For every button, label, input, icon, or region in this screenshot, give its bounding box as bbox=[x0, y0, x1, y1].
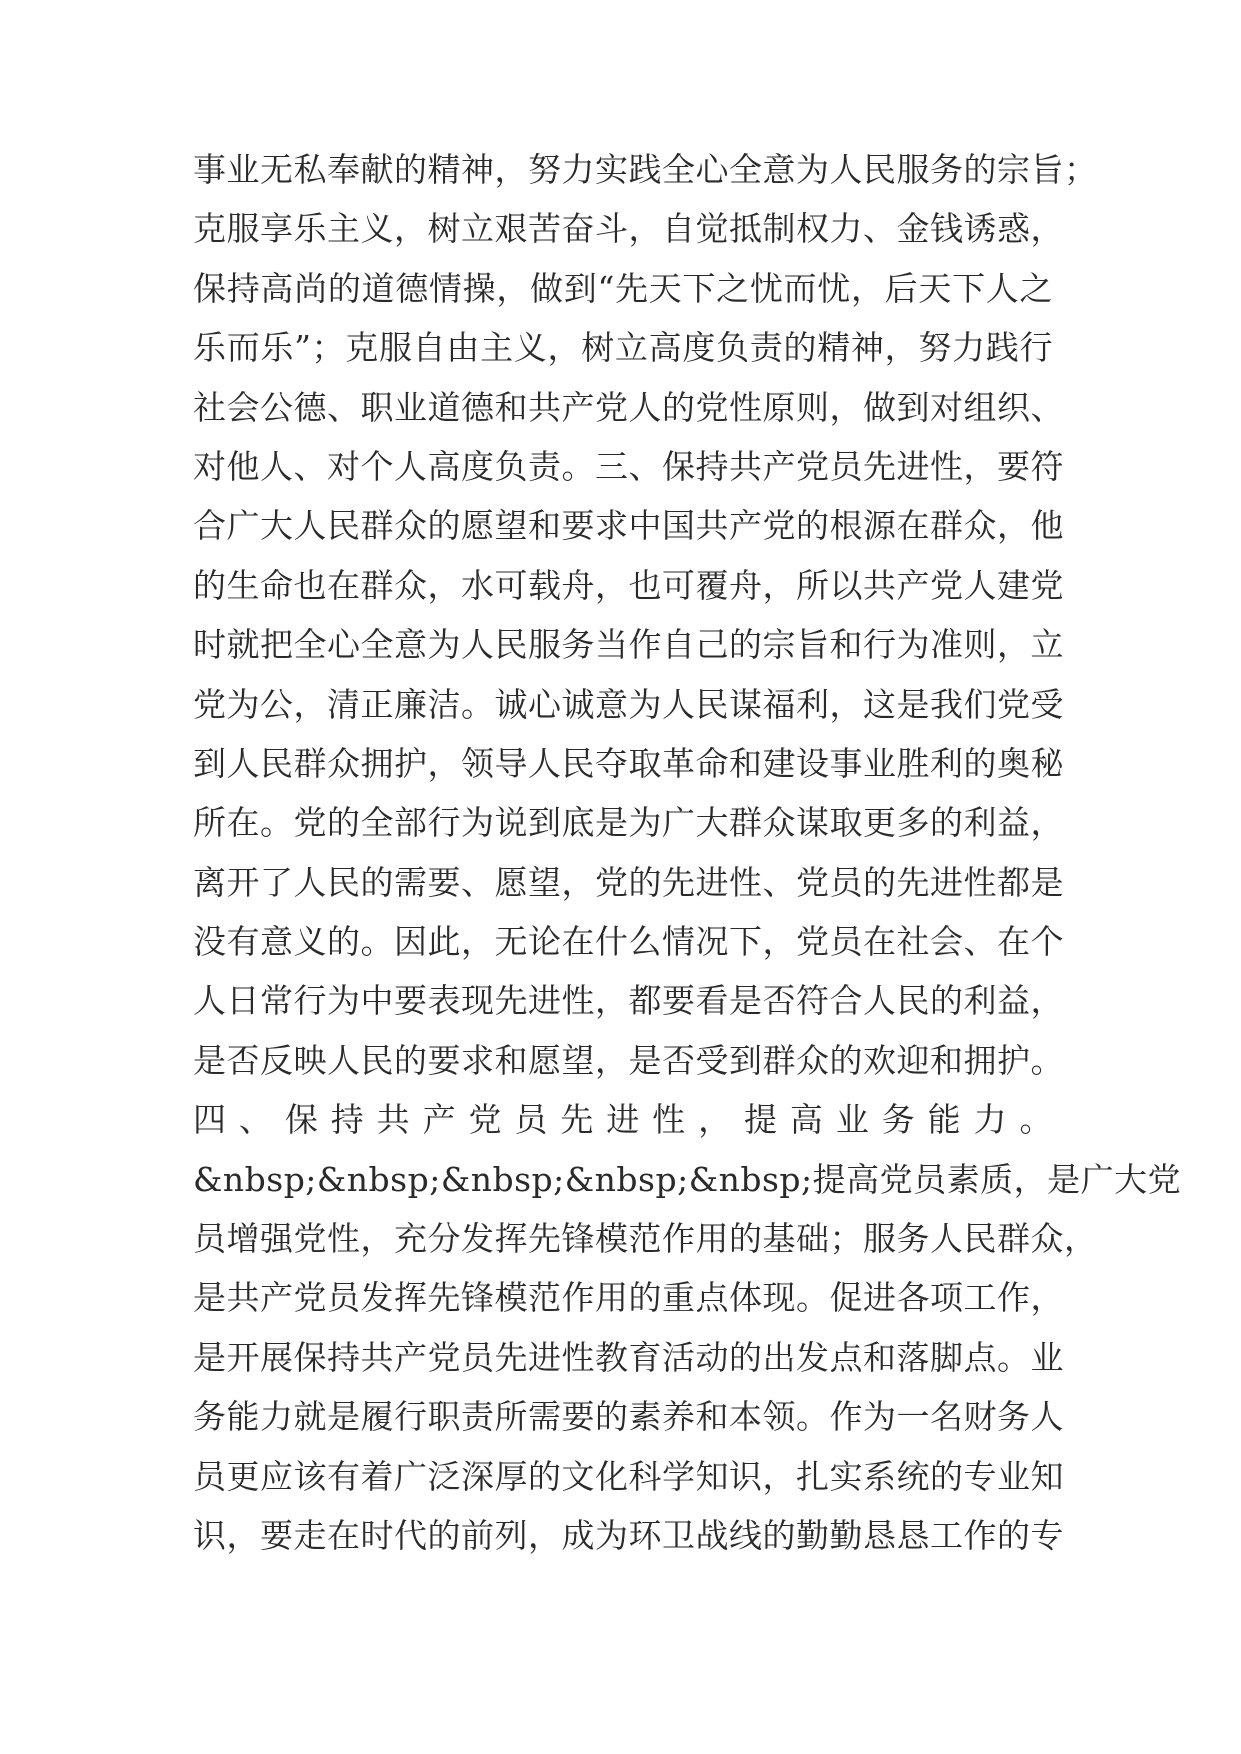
text-line: 克服享乐主义，树立艰苦奋斗，自觉抵制权力、金钱诱惑， bbox=[193, 209, 1064, 249]
text-line: 党为公，清正廉洁。诚心诚意为人民谋福利，这是我们党受 bbox=[193, 684, 1064, 724]
text-line: 务能力就是履行职责所需要的素养和本领。作为一名财务人 bbox=[193, 1397, 1064, 1437]
text-line: 识，要走在时代的前列，成为环卫战线的勤勤恳恳工作的专 bbox=[193, 1515, 1064, 1555]
text-line: 到人民群众拥护，领导人民夺取革命和建设事业胜利的奥秘 bbox=[193, 743, 1064, 783]
text-line: 乐而乐”；克服自由主义，树立高度负责的精神，努力践行 bbox=[193, 328, 1053, 368]
text-line: 保持高尚的道德情操，做到“先天下之忧而忧，后天下人之 bbox=[193, 268, 1053, 308]
text-line: 合广大人民群众的愿望和要求中国共产党的根源在群众，他 bbox=[193, 506, 1064, 546]
text-line: 对他人、对个人高度负责。三、保持共产党员先进性，要符 bbox=[193, 446, 1064, 486]
text-line: 事业无私奉献的精神，努力实践全心全意为人民服务的宗旨； bbox=[193, 150, 1098, 189]
text-line: 是否反映人民的要求和愿望，是否受到群众的欢迎和拥护。 bbox=[193, 1040, 1064, 1080]
text-line: 没有意义的。因此，无论在什么情况下，党员在社会、在个 bbox=[193, 922, 1064, 962]
text-line: 所在。党的全部行为说到底是为广大群众谋取更多的利益， bbox=[193, 803, 1064, 843]
text-line: &nbsp;&nbsp;&nbsp;&nbsp;&nbsp;提高党员素质，是广大党 bbox=[193, 1159, 1182, 1199]
text-line: 人日常行为中要表现先进性，都要看是否符合人民的利益， bbox=[193, 981, 1064, 1021]
body-text bbox=[193, 140, 1182, 1565]
text-line: 的生命也在群众，水可载舟，也可覆舟，所以共产党人建党 bbox=[193, 565, 1064, 605]
text-line: 员增强党性，充分发挥先锋模范作用的基础；服务人民群众， bbox=[193, 1219, 1098, 1259]
text-line: 社会公德、职业道德和共产党人的党性原则，做到对组织、 bbox=[193, 387, 1064, 427]
section-heading-line: 四 、 保 持 共 产 党 员 先 进 性 ， 提 高 业 务 能 力 。 bbox=[193, 1100, 1053, 1140]
text-line: 离开了人民的需要、愿望，党的先进性、党员的先进性都是 bbox=[193, 862, 1064, 902]
text-line: 时就把全心全意为人民服务当作自己的宗旨和行为准则，立 bbox=[193, 625, 1064, 665]
text-line: 员更应该有着广泛深厚的文化科学知识，扎实系统的专业知 bbox=[193, 1456, 1064, 1496]
text-line: 是开展保持共产党员先进性教育活动的出发点和落脚点。业 bbox=[193, 1337, 1064, 1377]
text-line: 是共产党员发挥先锋模范作用的重点体现。促进各项工作， bbox=[193, 1278, 1064, 1318]
